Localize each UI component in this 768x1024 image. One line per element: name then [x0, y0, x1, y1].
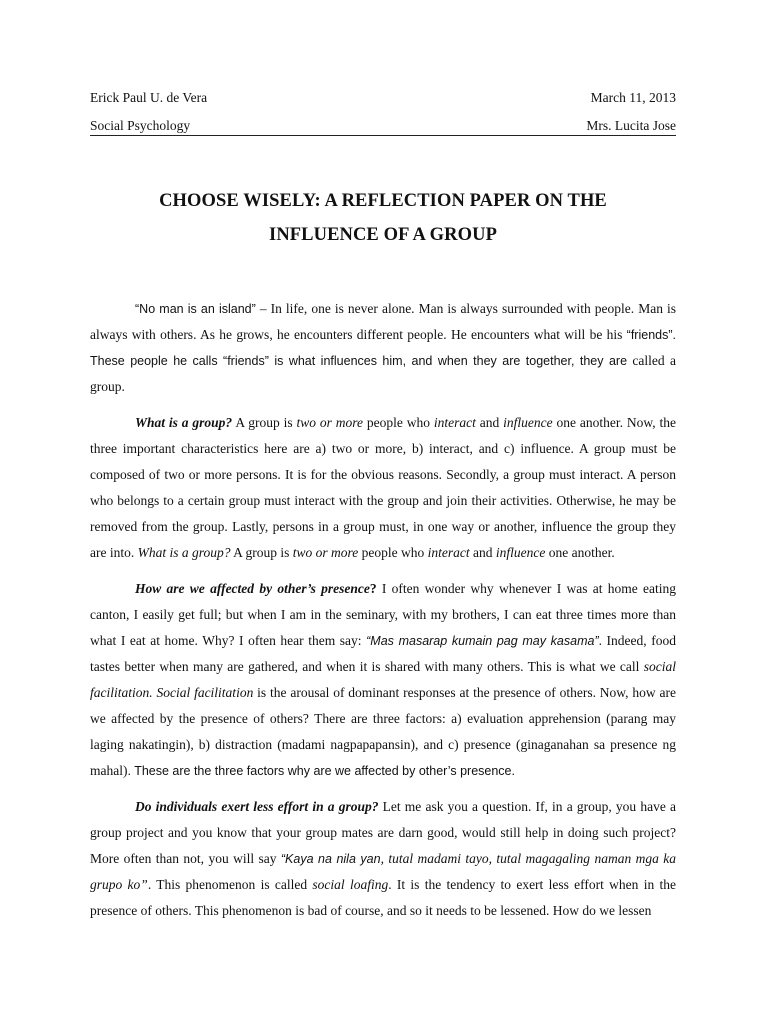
emphasis: interact [433, 415, 476, 430]
text: and [469, 545, 496, 560]
text: is the arousal of dominant responses at the presence of others. Now, how are we affected by the presence of others? There are three factors: a) evaluation apprehension (parang may laging nakatingin), b) distraction (madami nagpapapansin), and c) presence (ginaganahan sa presence ng mahal) [90, 685, 676, 778]
emphasis: social loafing [312, 877, 389, 892]
paragraph-2 [90, 410, 676, 566]
text: – In life, one is never alone. Man is always surrounded with people. Man is always with others. As he grows, he encounters different people. He encounters what will be his [90, 301, 677, 342]
question-heading: What is a group? [135, 415, 233, 430]
paragraph-3 [90, 576, 676, 784]
text: . Indeed, food tastes better when many are gathered, and when it is shared with many others. This is what we call [90, 633, 676, 674]
question-heading: How are we affected by other’s presence [135, 581, 370, 596]
emphasis: two or more [292, 545, 359, 560]
title-line-2: INFLUENCE OF A GROUP [269, 225, 497, 245]
course-name: Social Psychology [90, 118, 191, 133]
emphasis: influence [495, 545, 546, 560]
text: . These are the three factors why are we affected by other’s presence. [127, 764, 515, 778]
paragraph-4 [90, 794, 676, 924]
text: one another. [545, 545, 615, 560]
text: I often wonder why whenever I was at home eating canton, I easily get full; but when I am in the seminary, with my brothers, I can eat three times more than what I eat at home. Why? I often hear them say: [90, 581, 677, 648]
paper-title [90, 184, 676, 252]
text: . This phenomenon is called [147, 877, 313, 892]
emphasis: two or more [296, 415, 364, 430]
quote: , tutal madami tayo, tutal magagaling naman mga ka grupo ko” [90, 851, 676, 892]
text: A group is [232, 415, 297, 430]
quote: “Mas masarap kumain pag may kasama” [366, 634, 599, 648]
date: March 11, 2013 [590, 90, 676, 105]
text: called a group. [90, 353, 676, 394]
text: and [475, 415, 504, 430]
opening-quote: “No man is an island” [135, 302, 256, 316]
emphasis: interact [427, 545, 470, 560]
header-row-1 [90, 90, 676, 106]
text: people who [358, 545, 428, 560]
emphasis: influence [503, 415, 553, 430]
text: one another. Now, the three important characteristics here are a) two or more, b) interact, and c) influence. A group must be composed of two or more persons. It is for the obvious reasons. Secondly, a group must interact. A person who belongs to a certain group must interact with the group and join their activities. Otherwise, he may be removed from the group. Lastly, persons in a group must, in one way or another, influence the group they are into. [90, 415, 677, 560]
title-line-1: CHOOSE WISELY: A REFLECTION PAPER ON THE [159, 191, 607, 211]
header-row-2 [90, 118, 676, 136]
author-name: Erick Paul U. de Vera [90, 90, 208, 105]
text: A group is [230, 545, 293, 560]
emphasis: social facilitation. Social facilitation [90, 659, 676, 700]
text: . It is the tendency to exert less effort when in the presence of others. This phenomenon is bad of course, and so it needs to be lessened. How do we lessen [90, 877, 677, 918]
friends-text: “friends”. These people he calls “friends” is what influences him, and when they are together, they are [90, 328, 676, 368]
paragraph-1 [90, 296, 676, 400]
quote: “Kaya na nila yan [280, 852, 381, 866]
emphasis: What is a group? [137, 545, 231, 560]
paper-body [90, 296, 676, 934]
text: ? [369, 581, 377, 596]
instructor-name: Mrs. Lucita Jose [586, 118, 676, 133]
text: people who [363, 415, 434, 430]
text: Let me ask you a question. If, in a group, you have a group project and you know that your group mates are darn good, would still help in doing such project? More often than not, you will say [90, 799, 676, 866]
question-heading: Do individuals exert less effort in a group? [135, 799, 379, 814]
